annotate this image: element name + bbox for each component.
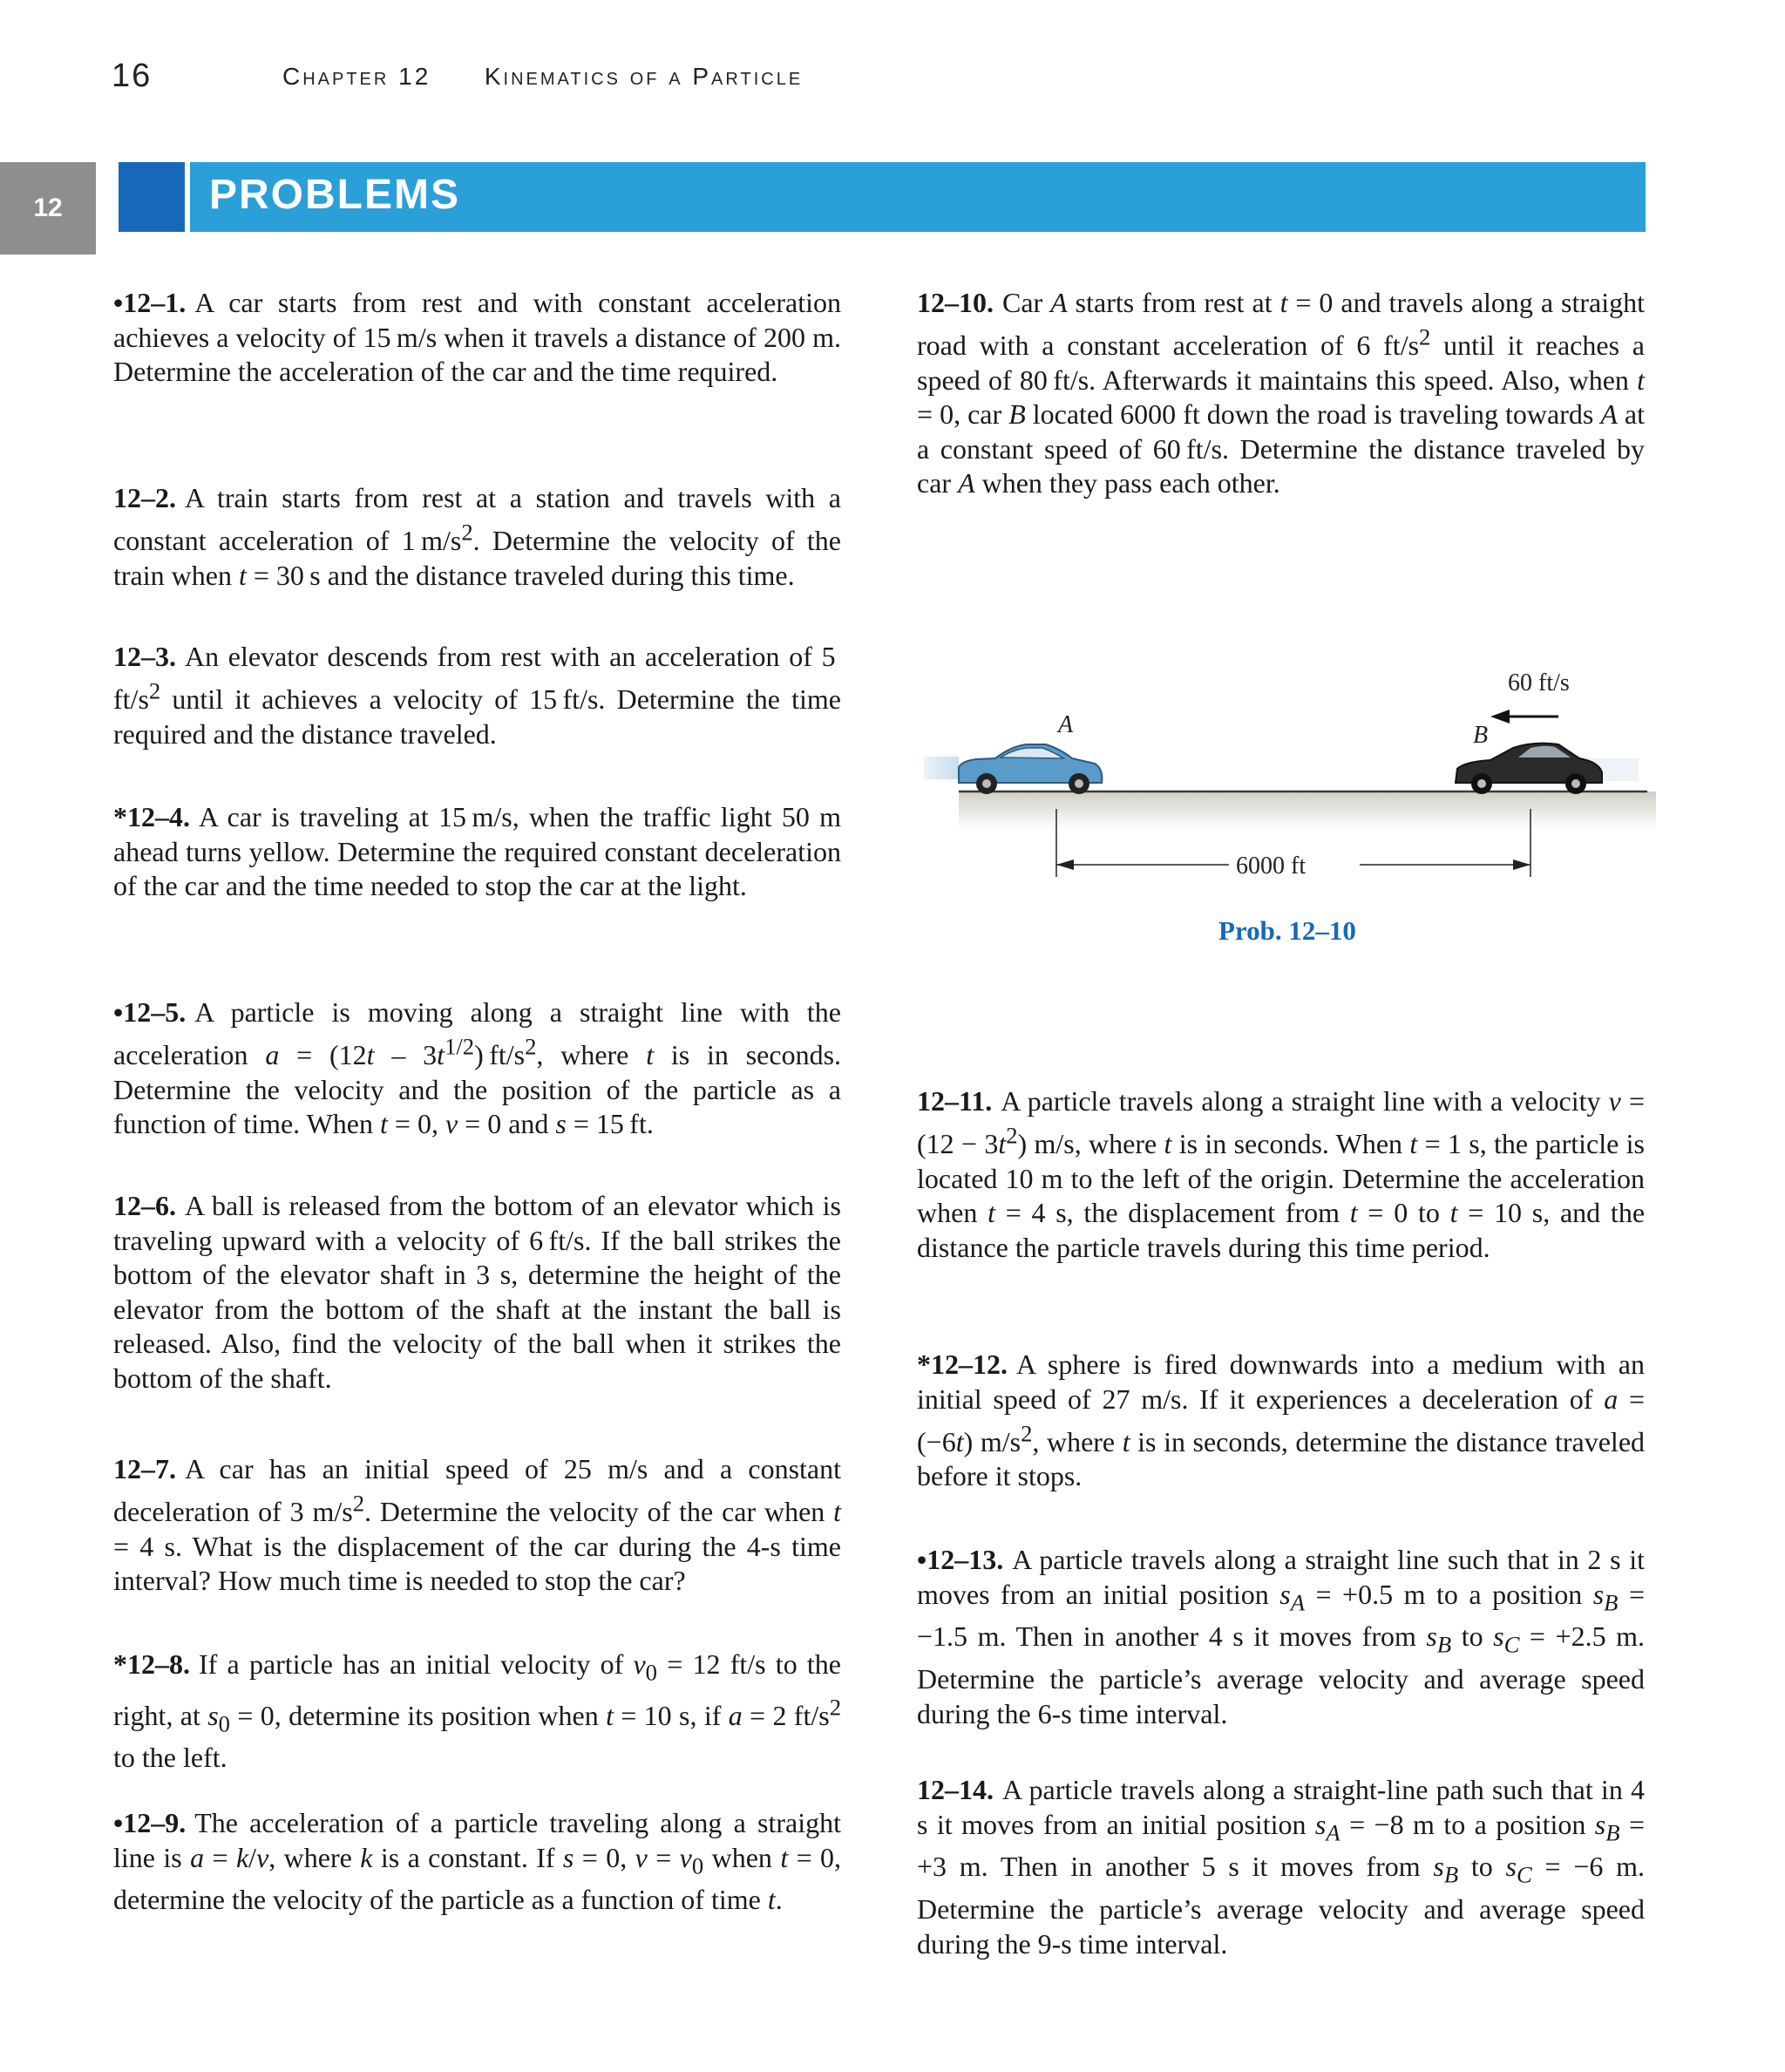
problem-12-1 — [113, 286, 841, 390]
problem-12-4 — [113, 800, 841, 904]
problem-12-11 — [917, 1084, 1645, 1265]
chapter-tab: 12 — [0, 162, 96, 255]
section-title: PROBLEMS — [209, 172, 461, 218]
problem-text: A particle is moving along a straight line with the acceleration $a = (12t - 3t^{1/2})$ $ft/s^2$, where t is in seconds. Determine the velocity and the position of the particle as a function of time. When t = 0, v = 0 and s = 15 ft. — [113, 996, 842, 1140]
running-head — [282, 63, 803, 91]
problem-12-6 — [113, 1189, 841, 1396]
problem-number: *12–4. — [113, 801, 190, 832]
problem-text: A particle travels along a straight line such that in 2 s it moves from an initial position $s_A = +0.5$ m to a position $s_B = -1.5$ m. Then in another 4 s it moves from $s_B$ to $s_C = +2.5$ m. Determine the particle’s average velocity and average speed during the 6-s time interval. — [917, 1544, 1646, 1729]
velocity-arrow — [1490, 710, 1558, 724]
chapter-title: Kinematics of a Particle — [484, 63, 804, 90]
problem-text: The acceleration of a particle traveling along a straight line is a = k/v, where k is a constant. If s = 0, $v = v_0$ when t = 0, determine the velocity of the particle as a function of time t. — [113, 1807, 842, 1916]
problem-text: A sphere is fired downwards into a medium with an initial speed of 27 m/s. If it experiences a deceleration of a = (−6t) $m/s^2$, where t is in seconds, determine the distance traveled before it stops. — [917, 1348, 1646, 1492]
car-a — [924, 744, 1102, 794]
problem-number: 12–6. — [113, 1190, 176, 1221]
page-number: 16 — [112, 58, 153, 94]
problem-12-14 — [917, 1773, 1645, 1961]
problem-text: A car is traveling at 15 m/s, when the traffic light 50 m ahead turns yellow. Determine the required constant deceleration of the car and the time needed to stop the car at the light. — [113, 801, 841, 901]
distance-label: 6000 ft — [1236, 853, 1307, 880]
problem-text: A particle travels along a straight line with a velocity $v = (12 - 3t^2)$ m/s, where t is in seconds. When t = 1 s, the particle is located 10 m to the left of the origin. Determine the acceleration when t = 4 s, the displacement from t = 0 to t = 10 s, and the distance the particle travels during this time period. — [917, 1085, 1646, 1263]
ground — [959, 791, 1656, 830]
problem-12-5 — [113, 995, 841, 1142]
dim-arrow-right — [1513, 859, 1530, 870]
problem-12-12 — [917, 1348, 1645, 1494]
problem-text: A train starts from rest at a station and travels with a constant acceleration of 1 $m/s^2$. Determine the velocity of the train when t = 30 s and the distance traveled during this time. — [113, 482, 842, 591]
problem-12-8 — [113, 1647, 841, 1776]
figure-caption: Prob. 12–10 — [1218, 915, 1356, 946]
problem-12-13 — [917, 1543, 1645, 1731]
dim-arrow-left — [1056, 859, 1074, 870]
car-b-label: B — [1473, 722, 1489, 749]
problem-text: If a particle has an initial velocity of $v_0 = 12$ ft/s to the right, at $s_0 = 0$, determine its position when t = 10 s, if a = 2 $ft/s^2$ to the left. — [113, 1648, 842, 1774]
problem-text: An elevator descends from rest with an acceleration of 5 $ft/s^2$ until it achieves a velocity of 15 ft/s. Determine the time required and the distance traveled. — [113, 641, 841, 750]
problem-number: 12–3. — [113, 641, 176, 672]
chapter-label: Chapter 12 — [282, 63, 431, 90]
problem-number: 12–10. — [917, 287, 994, 318]
car-b — [1456, 744, 1639, 794]
problem-text: A ball is released from the bottom of an elevator which is traveling upward with a velocity of 6 ft/s. If the ball strikes the bottom of the elevator shaft in 3 s, determine the height of the elevator from the bottom of the shaft at the instant the ball is released. Also, find the velocity of the ball when it strikes the bottom of the shaft. — [113, 1190, 841, 1394]
problem-number: •12–13. — [917, 1544, 1004, 1575]
problem-number: •12–1. — [113, 287, 187, 318]
banner-accent — [119, 162, 185, 232]
problem-12-10 — [917, 286, 1645, 501]
problem-12-9 — [113, 1806, 841, 1918]
figure-prob-12-10 — [924, 671, 1656, 907]
problem-text: A car has an initial speed of 25 m/s and a constant deceleration of 3 $m/s^2$. Determine the velocity of the car when t = 4 s. What is the displacement of the car during the 4-s time interval? How much time is needed to stop the car? — [113, 1453, 842, 1597]
problem-text: A car starts from rest and with constant acceleration achieves a velocity of 15 m/s when it travels a distance of 200 m. Determine the acceleration of the car and the time required. — [113, 287, 841, 387]
car-a-label: A — [1058, 711, 1074, 738]
problem-text: Car A starts from rest at t = 0 and travels along a straight road with a constant acceleration of 6 $ft/s^2$ until it reaches a speed of 80 ft/s. Afterwards it maintains this speed. Also, when t = 0, car B located 6000 ft down the road is traveling towards A at a constant speed of 60 ft/s. Determine the distance traveled by car A when they pass each other. — [917, 287, 1646, 499]
problem-number: *12–8. — [113, 1648, 190, 1680]
problem-12-7 — [113, 1452, 841, 1599]
problem-number: 12–11. — [917, 1085, 993, 1117]
problem-12-3 — [113, 640, 841, 751]
problem-number: 12–2. — [113, 482, 176, 513]
problem-text: A particle travels along a straight-line path such that in 4 s it moves from an initial position $s_A = -8$ m to a position $s_B = +3$ m. Then in another 5 s it moves from $s_B$ to $s_C = -6$ m. Determine the particle’s average velocity and average speed during the 9-s time interval. — [917, 1774, 1646, 1960]
problem-number: •12–9. — [113, 1807, 187, 1838]
problem-number: •12–5. — [113, 996, 187, 1028]
problem-number: 12–7. — [113, 1453, 176, 1484]
problem-12-2 — [113, 481, 841, 593]
problem-number: *12–12. — [917, 1348, 1008, 1380]
speed-label: 60 ft/s — [1508, 671, 1570, 696]
problem-number: 12–14. — [917, 1774, 994, 1805]
